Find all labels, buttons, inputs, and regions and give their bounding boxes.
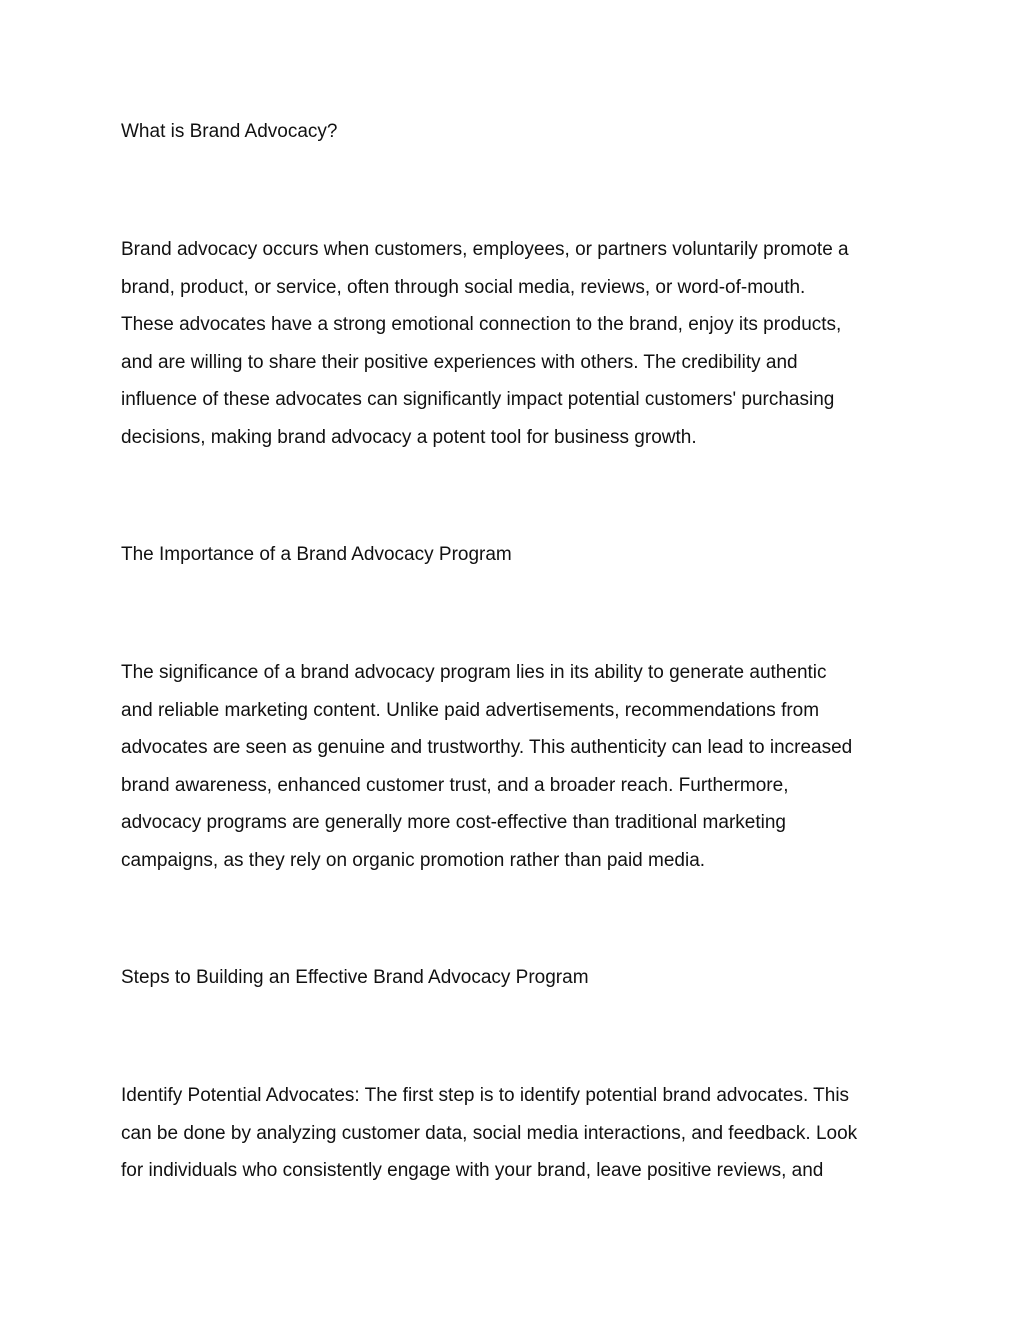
paragraph-line: campaigns, as they rely on organic promotion rather than paid media. <box>121 850 706 871</box>
paragraph-line: and reliable marketing content. Unlike paid advertisements, recommendations from <box>121 700 820 721</box>
paragraph-line: brand, product, or service, often through social media, reviews, or word-of-mouth. <box>121 277 806 298</box>
section-heading: Steps to Building an Effective Brand Advocacy Program <box>121 967 589 988</box>
paragraph-line: decisions, making brand advocacy a potent tool for business growth. <box>121 427 697 448</box>
paragraph-line: can be done by analyzing customer data, social media interactions, and feedback. Look <box>121 1123 858 1144</box>
paragraph-line: brand awareness, enhanced customer trust, and a broader reach. Furthermore, <box>121 775 789 796</box>
paragraph-line: and are willing to share their positive experiences with others. The credibility and <box>121 352 798 373</box>
paragraph-line: Identify Potential Advocates: The first step is to identify potential brand advocates. This <box>121 1085 850 1106</box>
paragraph-line: influence of these advocates can significantly impact potential customers' purchasing <box>121 389 835 410</box>
paragraph-line: advocates are seen as genuine and trustworthy. This authenticity can lead to increased <box>121 737 853 758</box>
section-heading: The Importance of a Brand Advocacy Program <box>121 544 512 565</box>
paragraph-line: for individuals who consistently engage with your brand, leave positive reviews, and <box>121 1160 824 1181</box>
paragraph-line: advocacy programs are generally more cost-effective than traditional marketing <box>121 812 786 833</box>
paragraph-line: The significance of a brand advocacy program lies in its ability to generate authentic <box>121 662 827 683</box>
section-heading: What is Brand Advocacy? <box>121 121 338 142</box>
paragraph-line: These advocates have a strong emotional connection to the brand, enjoy its products, <box>121 314 842 335</box>
paragraph-line: Brand advocacy occurs when customers, employees, or partners voluntarily promote a <box>121 239 849 260</box>
